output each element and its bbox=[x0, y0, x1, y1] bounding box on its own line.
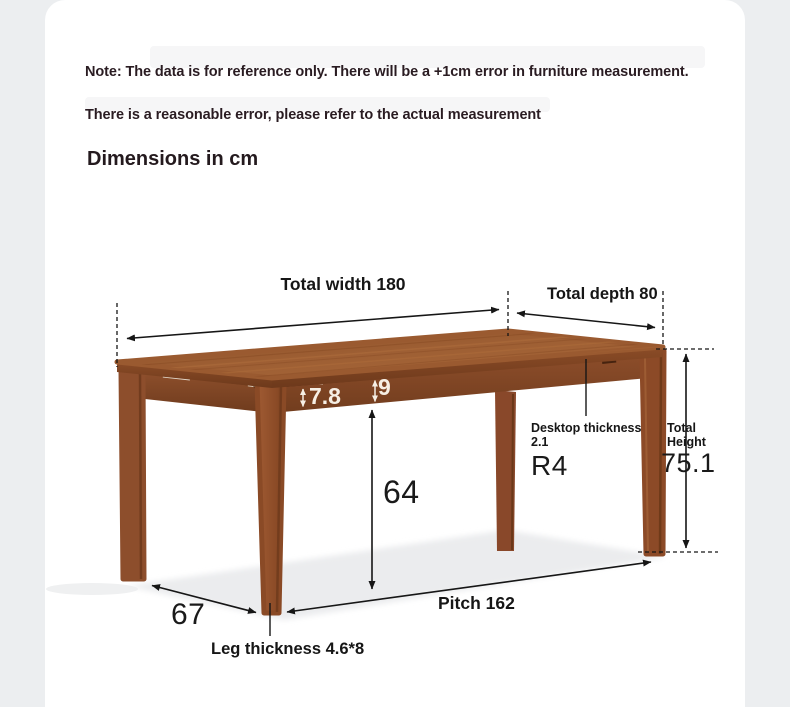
apron-height-9-label: 9 bbox=[378, 374, 391, 400]
total-depth-arrow bbox=[517, 313, 655, 328]
total-height-word2: Height bbox=[667, 435, 706, 449]
note-line-1: Note: The data is for reference only. There will be a +1cm error in furniture measurement. bbox=[85, 64, 689, 80]
total-height-word1: Total bbox=[667, 421, 696, 435]
leg-thickness-label: Leg thickness 4.6*8 bbox=[211, 640, 365, 658]
apron-height-78-label: 7.8 bbox=[309, 383, 341, 409]
desktop-thickness-value: 2.1 bbox=[531, 435, 549, 449]
leg-height-64-label: 64 bbox=[383, 474, 420, 510]
desktop-thickness-label: Desktop thickness bbox=[531, 421, 642, 435]
pitch-label: Pitch 162 bbox=[438, 593, 515, 613]
table-leg-back bbox=[495, 390, 516, 551]
note-line-2: There is a reasonable error, please refer to the actual measurement bbox=[85, 107, 541, 123]
table-leg-front bbox=[257, 381, 284, 613]
total-depth-label: Total depth 80 bbox=[547, 285, 658, 303]
leg-depth-67-label: 67 bbox=[171, 598, 206, 631]
table-leg-back-left bbox=[121, 370, 144, 579]
total-width-label: Total width 180 bbox=[280, 274, 406, 294]
dimensions-title: Dimensions in cm bbox=[87, 148, 259, 170]
total-height-value: 75.1 bbox=[661, 448, 716, 478]
corner-radius-label: R4 bbox=[531, 450, 568, 481]
